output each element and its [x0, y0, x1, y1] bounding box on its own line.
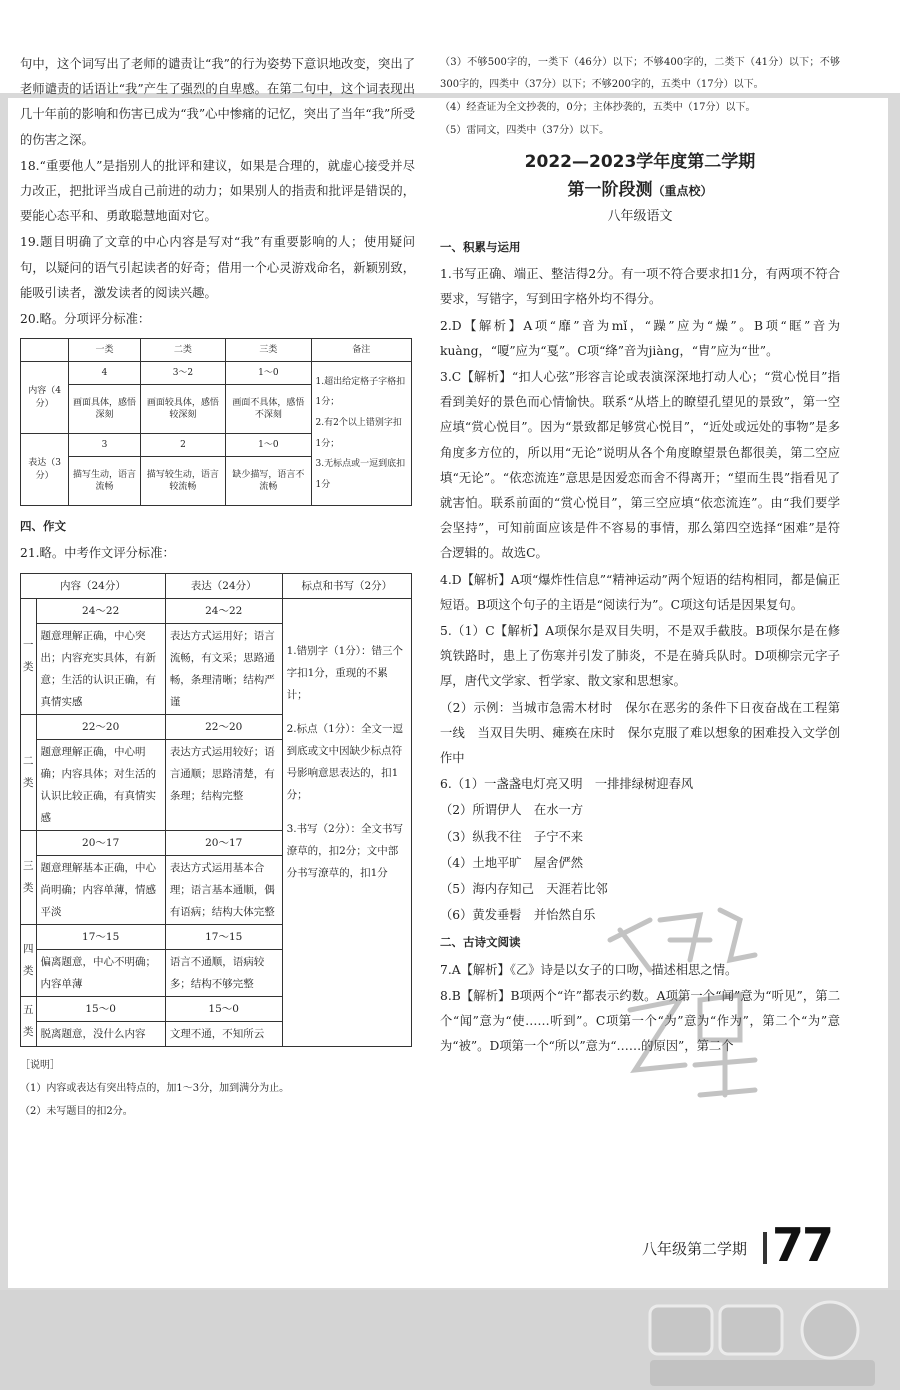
table-header: 内容（24分） — [21, 573, 166, 598]
poem-line: （4）土地平旷 屋舍俨然 — [440, 855, 584, 870]
score-cell: 1～0 — [226, 362, 311, 385]
section-heading-accumulation: 一、积累与运用 — [440, 240, 521, 254]
content-criteria: 偏离题意，中心不明确；内容单薄 — [36, 949, 165, 996]
answer-q4: 4.D【解析】A项“爆炸性信息”“精神运动”两个短语的结构相同，都是偏正短语。B项这个句子的主语是“阅读行为”。C项这句话是因果复句。 — [440, 572, 840, 612]
poem-line: （3）纵我不往 子宁不来 — [440, 829, 584, 844]
left-column — [20, 52, 415, 1124]
grade-label: 四类 — [21, 924, 37, 996]
poem-line: 6.（1）一盏盏电灯亮又明 一排排绿树迎春风 — [440, 777, 694, 792]
punctuation-writing-criteria — [282, 598, 411, 1046]
expression-criteria: 表达方式运用好；语言流畅，有文采；思路通畅，条理清晰；结构严谨 — [165, 623, 282, 714]
study-star-watermark — [590, 900, 760, 1110]
score-cell: 4 — [69, 362, 141, 385]
answer-q3: 3.C【解析】“扣人心弦”形容言论或表演深深地打动人心；“赏心悦目”指看到美好的景色而心情愉快。联系“从塔上的瞭望孔望见的景致”，第一空应填“赏心悦目”。因为“景致都足够赏心悦目”，“近处或远处的事物”是多角度多方位的，所以用“无论”说明从各个角度瞭望景色都很美，第二空应填“无论”。“依恋流连”意思是因爱恋而舍不得离开；“望而生畏”指看见了就害怕。联系前面的“赏心悦目”，第三空应填“依恋流连”。由“我们要学会坚持”，可知前面应该是件不容易的事情，那么第四空选择“困难”是符合逻辑的。故选C。 — [440, 370, 840, 561]
content-criteria: 题意理解正确，中心明确；内容具体；对生活的认识比较正确，有真情实感 — [36, 739, 165, 830]
remark-line: 2.有2个以上错别字扣1分； — [315, 418, 402, 449]
expression-criteria: 表达方式运用较好；语言通顺；思路清楚，有条理；结构完整 — [165, 739, 282, 830]
expression-criteria: 表达方式运用基本合理；语言基本通顺，偶有语病；结构大体完整 — [165, 855, 282, 924]
grade-label: 一类 — [21, 598, 37, 714]
grade-label: 五类 — [21, 996, 37, 1046]
notes-label: ［说明］ — [20, 1059, 60, 1071]
stage-title-text: 第一阶段测 — [567, 180, 653, 200]
score-cell: 3 — [69, 434, 141, 457]
footer-grade-label: 八年级第二学期 — [642, 1240, 748, 1258]
score-cell: 2 — [140, 434, 225, 457]
answer-q5-part1: 5.（1）C【解析】A项保尔是双目失明，不是双手截肢。B项保尔是在修筑铁路时，患上了伤寒并引发了肺炎，不是在骑兵队时。D项柳宗元字子厚，唐代文学家、哲学家、散文家和思想家。 — [440, 624, 840, 689]
poem-line: （2）所谓伊人 在水一方 — [440, 803, 584, 818]
table-header: 备注 — [311, 339, 411, 362]
answer-q7: 7.A【解析】《乙》诗是以女子的口吻，描述相思之情。 — [440, 962, 738, 977]
answer-q21-intro: 21.略。中考作文评分标准： — [20, 546, 175, 561]
content-criteria: 题意理解正确，中心突出；内容充实具体，有新意；生活的认识正确，有真情实感 — [36, 623, 165, 714]
section-heading-classical: 二、古诗文阅读 — [440, 935, 521, 950]
table-header — [21, 339, 69, 362]
criteria-cell: 画面较具体，感悟较深刻 — [140, 385, 225, 434]
rule-3: （3）不够500字的，一类下（46分）以下；不够400字的，二类下（41分）以下；不够300字的，四类中（37分）以下；不够200字的，五类中（17分）以下。 — [440, 57, 840, 90]
criterion-handwriting: 3.书写（2分）：全文书写潦草的，扣2分；文中部分书写潦草的，扣1分 — [286, 822, 404, 879]
score-cell: 3～2 — [140, 362, 225, 385]
note-1: （1）内容或表达有突出特点的，加1～3分，加到满分为止。 — [20, 1082, 290, 1094]
rule-5: （5）雷同文，四类中（37分）以下。 — [440, 125, 610, 136]
score-range: 24～22 — [165, 598, 282, 623]
answer-q5-part2: （2）示例：当城市急需木材时 保尔在恶劣的条件下日夜奋战在工程第一线 当双目失明、瘫痪在床时 保尔克服了难以想象的困难投入文学创作中 — [440, 700, 840, 766]
criterion-punctuation: 2.标点（1分）：全文一逗到底或文中因缺少标点符号影响意思表达的，扣1分； — [286, 722, 404, 801]
score-range: 17～15 — [36, 924, 165, 949]
table-header: 标点和书写（2分） — [282, 573, 411, 598]
remark-line: 1.超出给定格子字格扣1分； — [315, 376, 406, 408]
answer-q2: 2.D【解析】A项“靡”音为mǐ，“躁”应为“燥”。B项“眶”音为kuàng，“嗄”应为“戛”。C项“绛”音为jiàng，“胄”应为“世”。 — [440, 318, 840, 358]
score-range: 20～17 — [165, 830, 282, 855]
content-criteria: 脱离题意，没什么内容 — [36, 1021, 165, 1046]
criterion-typos: 1.错别字（1分）：错三个字扣1分，重现的不累计； — [286, 644, 404, 701]
table-header: 三类 — [226, 339, 311, 362]
table-header: 表达（24分） — [165, 573, 282, 598]
expression-criteria: 语言不通顺，语病较多；结构不够完整 — [165, 949, 282, 996]
q20-scoring-table — [20, 338, 412, 506]
score-range: 20～17 — [36, 830, 165, 855]
grade-label: 三类 — [21, 830, 37, 924]
answer-circle-logo — [640, 1300, 890, 1390]
expression-criteria: 文理不通，不知所云 — [165, 1021, 282, 1046]
poem-line: （6）黄发垂髫 并怡然自乐 — [440, 908, 596, 923]
q21-essay-scoring-table — [20, 573, 412, 1047]
answer-q1: 1.书写正确、端正、整洁得2分。有一项不符合要求扣1分，有两项不符合要求，写错字，写到田字格外均不得分。 — [440, 267, 840, 307]
exam-stage-title — [440, 176, 840, 205]
poem-line: （5）海内存知己 天涯若比邻 — [440, 882, 608, 897]
criteria-cell: 画面不具体，感悟不深刻 — [226, 385, 311, 434]
subject-title: 八年级语文 — [607, 209, 673, 224]
grade-label: 二类 — [21, 714, 37, 830]
score-range: 17～15 — [165, 924, 282, 949]
score-range: 15～0 — [36, 996, 165, 1021]
criteria-cell: 缺少描写，语言不流畅 — [226, 457, 311, 506]
score-range: 24～22 — [36, 598, 165, 623]
score-range: 22～20 — [36, 714, 165, 739]
exam-year-title: 2022—2023学年度第二学期 — [524, 152, 756, 172]
content-criteria: 题意理解基本正确，中心尚明确；内容单薄，情感平淡 — [36, 855, 165, 924]
score-range: 15～0 — [165, 996, 282, 1021]
row-label-expression: 表达（3分） — [21, 434, 69, 506]
row-label-content: 内容（4分） — [21, 362, 69, 434]
answer-q8: 8.B【解析】B项两个“许”都表示约数。A项第一个“闻”意为“听见”，第二个“闻”意为“使……听到”。C项第一个“为”意为“作为”，第二个“为”意为“被”。D项第一个“所以”意为“……的原因”，第二个 — [440, 988, 840, 1054]
page-number: 77 — [772, 1218, 833, 1272]
remark-line: 3.无标点或一逗到底扣1分 — [315, 459, 406, 491]
criteria-cell: 画面具体，感悟深刻 — [69, 385, 141, 434]
score-range: 22～20 — [165, 714, 282, 739]
section-heading-composition: 四、作文 — [20, 519, 66, 534]
remarks-cell — [311, 362, 411, 506]
table-header: 一类 — [69, 339, 141, 362]
q17-continuation: 句中，这个词写出了老师的谴责让“我”的行为姿势下意识地改变，突出了老师谴责的话语让“我”产生了强烈的自卑感。在第二句中，这个词表现出几十年前的影响和伤害已成为“我”心中惨痛的记忆，突出了当年“我”所受的伤害之深。 — [20, 57, 415, 147]
answer-q19: 19.题目明确了文章的中心内容是写对“我”有重要影响的人；使用疑问句，以疑问的语气引起读者的好奇；借用一个心灵游戏命名，新颖别致，能吸引读者，激发读者的阅读兴趣。 — [20, 235, 415, 300]
criteria-cell: 描写生动，语言流畅 — [69, 457, 141, 506]
score-cell: 1～0 — [226, 434, 311, 457]
answer-q18: 18.“重要他人”是指别人的批评和建议，如果是合理的，就虚心接受并尽力改正，把批评当成自己前进的动力；如果别人的指责和批评是错误的，要能心态平和、勇敢聪慧地面对它。 — [20, 158, 415, 224]
footer-divider — [763, 1232, 767, 1264]
criteria-cell: 描写较生动，语言较流畅 — [140, 457, 225, 506]
answer-q20-intro: 20.略。分项评分标准： — [20, 312, 151, 327]
note-2: （2）未写题目的扣2分。 — [20, 1105, 133, 1117]
table-header: 二类 — [140, 339, 225, 362]
rule-4: （4）经查证为全文抄袭的，0分；主体抄袭的，五类中（17分）以下。 — [440, 102, 756, 113]
key-school-label: （重点校） — [652, 184, 713, 198]
